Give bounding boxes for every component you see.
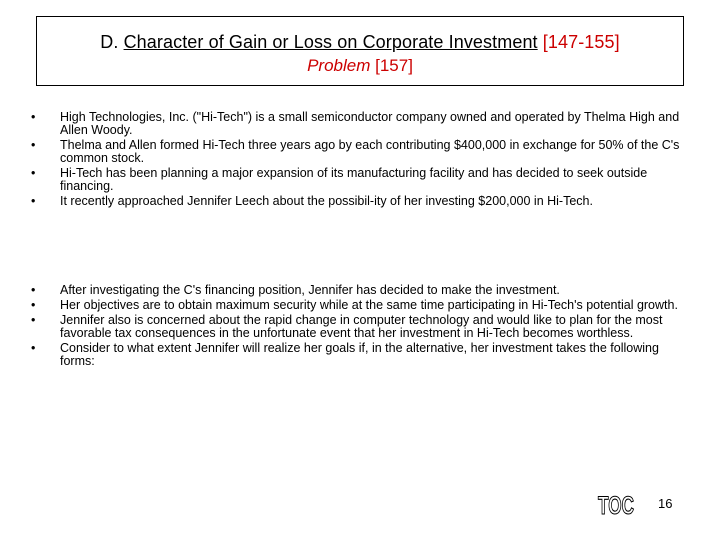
- bullet-icon: •: [31, 341, 36, 355]
- bullet-icon: •: [31, 298, 36, 312]
- list-item: [28, 111, 684, 137]
- list-item-text: Her objectives are to obtain maximum security while at the same time participating in Hi-Tech's potential growth.: [60, 298, 678, 312]
- bullet-icon: •: [31, 194, 36, 208]
- bullet-icon: •: [31, 138, 36, 152]
- list-item-text: Hi-Tech has been planning a major expansion of its manufacturing facility and has decided to seek outside financing.: [60, 166, 648, 193]
- title-reference: [147-155]: [542, 32, 620, 52]
- list-item: [28, 195, 684, 208]
- page-number: 16: [658, 496, 673, 511]
- list-item: [28, 139, 684, 165]
- list-item: [28, 299, 684, 312]
- list-item-text: Consider to what extent Jennifer will realize her goals if, in the alternative, her investment takes the following forms:: [60, 341, 659, 368]
- slide-title: [37, 32, 683, 52]
- list-item: [28, 284, 684, 297]
- list-item: [28, 314, 684, 340]
- list-item-text: Thelma and Allen formed Hi-Tech three years ago by each contributing $400,000 in exchange for 50% of the C's common stock.: [60, 138, 680, 165]
- list-item-text: It recently approached Jennifer Leech about the possibil-ity of her investing $200,000 in Hi-Tech.: [60, 194, 593, 208]
- list-item: [28, 342, 684, 368]
- title-prefix: D.: [100, 32, 124, 52]
- list-item-text: Jennifer also is concerned about the rapid change in computer technology and would like to plan for the most favorable tax consequences in the unfortunate event that her investment in Hi-Tech becomes worthless.: [60, 313, 663, 340]
- bullet-list-facts: [28, 111, 684, 210]
- list-item-text: High Technologies, Inc. ("Hi-Tech") is a small semiconductor company owned and operated by Thelma High and Allen Woody.: [60, 110, 680, 137]
- bullet-icon: •: [31, 110, 36, 124]
- title-box: [36, 16, 684, 86]
- bullet-icon: •: [31, 283, 36, 297]
- toc-link[interactable]: [597, 490, 635, 518]
- problem-label: Problem: [307, 56, 371, 75]
- toc-label[interactable]: TOC: [598, 492, 634, 520]
- bullet-icon: •: [31, 166, 36, 180]
- title-main: Character of Gain or Loss on Corporate Investment: [123, 32, 538, 52]
- list-item-text: After investigating the C's financing position, Jennifer has decided to make the investment.: [60, 283, 560, 297]
- bullet-icon: •: [31, 313, 36, 327]
- problem-line: [37, 56, 683, 76]
- bullet-list-objectives: [28, 284, 684, 370]
- problem-reference: [157]: [375, 56, 413, 75]
- list-item: [28, 167, 684, 193]
